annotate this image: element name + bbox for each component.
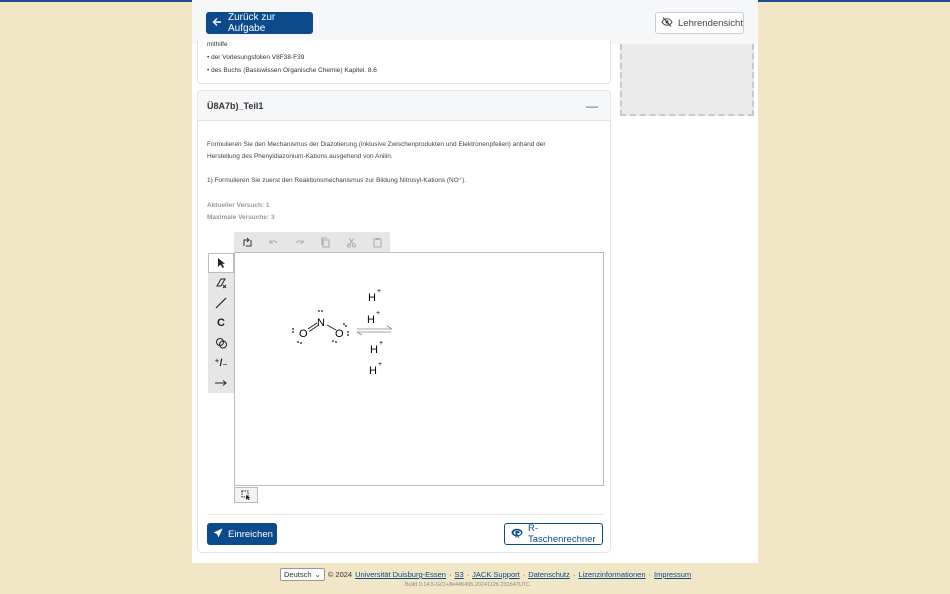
atom-hydrogen-4[interactable]: H [369, 365, 377, 377]
charge-plus-minus-icon[interactable]: ⁺/₋ [214, 357, 228, 369]
build-info: Build 0.14.5-GCI+8e445495.20241126.231547UTC [405, 582, 531, 588]
paste-icon[interactable] [364, 232, 390, 252]
support-link[interactable]: JACK Support [472, 570, 520, 579]
separator: · [466, 570, 470, 579]
header-bar [192, 0, 758, 44]
cut-icon[interactable] [338, 232, 364, 252]
charge-plus-1: + [377, 288, 382, 295]
bond-icon[interactable] [208, 293, 234, 313]
separator: · [572, 570, 576, 579]
max-attempts: Maximale Versuche: 3 [207, 214, 275, 221]
privacy-link[interactable]: Datenschutz [528, 570, 570, 579]
reaction-arrow-icon[interactable] [208, 373, 234, 393]
instructions-line-3: • des Buchs (Basiswissen Organische Chemie) Kapitel. 8.6 [207, 67, 377, 74]
select-arrow-icon[interactable] [208, 253, 234, 273]
zoom-select-button[interactable] [234, 487, 258, 503]
university-link[interactable]: Universität Duisburg-Essen [355, 570, 446, 579]
main-panel [192, 0, 758, 563]
charge-plus-2: + [376, 310, 381, 317]
copy-icon[interactable] [312, 232, 338, 252]
back-to-task-button[interactable] [206, 12, 313, 34]
paper-plane-icon [213, 528, 223, 541]
task-card [197, 90, 611, 553]
bond-o1-n-a [308, 323, 317, 329]
instructions-line-1: mithilfe [207, 41, 228, 48]
action-divider [207, 514, 603, 515]
atom-oxygen-1[interactable]: O [299, 328, 308, 340]
template-tool-icon[interactable] [234, 232, 260, 252]
instructions-line-2: • der Vorlesungsfolien V8F38-F39 [207, 54, 305, 61]
submit-label: Einreichen [228, 528, 273, 540]
eye-slash-icon [661, 17, 673, 30]
collapse-icon[interactable]: — [586, 98, 598, 113]
footer [0, 566, 950, 594]
r-logo-icon [511, 528, 523, 541]
separator: · [522, 570, 526, 579]
charge-plus-3: + [379, 340, 384, 347]
equilibrium-arrow-heads [357, 326, 392, 335]
imprint-link[interactable]: Impressum [654, 570, 692, 579]
teacher-view-button[interactable] [655, 12, 744, 34]
molecule-editor-canvas[interactable] [234, 252, 604, 486]
language-value: Deutsch [284, 570, 312, 579]
molecule-drawing [235, 253, 605, 487]
atom-hydrogen-3[interactable]: H [370, 344, 378, 356]
charge-plus-4: + [378, 361, 383, 368]
instructions-card [197, 40, 611, 84]
editor-left-toolbar [208, 253, 234, 393]
ring-icon[interactable] [208, 333, 234, 353]
language-select[interactable] [280, 568, 325, 581]
r-calculator-button[interactable] [504, 523, 603, 545]
editor-top-toolbar [234, 232, 390, 252]
question-line-1: Formulieren Sie den Mechanismus der Diazotierung (inklusive Zwischenprodukten und Elektronenpfeilen) anhand der [207, 141, 546, 148]
question-line-2: Herstellung des Phenyldiazonium-Kations ausgehend von Anilin. [207, 153, 393, 160]
eraser-icon[interactable] [208, 273, 234, 293]
task-title: Ü8A7b)_Teil1 [207, 100, 264, 111]
carbon-atom-icon[interactable]: C [217, 317, 225, 329]
separator: · [448, 570, 452, 579]
atom-hydrogen-1[interactable]: H [368, 292, 376, 304]
s3-link[interactable]: S3 [454, 570, 464, 579]
chevron-down-icon: ⌄ [314, 570, 321, 579]
calc-label: R-Taschenrechner [528, 523, 596, 545]
teacher-label: Lehrendensicht [678, 17, 743, 29]
atom-hydrogen-2[interactable]: H [367, 314, 375, 326]
redo-icon[interactable] [286, 232, 312, 252]
back-label: Zurück zur Aufgabe [228, 12, 276, 34]
separator: · [648, 570, 652, 579]
undo-icon[interactable] [260, 232, 286, 252]
submit-button[interactable] [207, 523, 277, 545]
sub-question: 1) Formulieren Sie zuerst den Reaktionsmechanismus zur Bildung Nitrosyl-Kations (NO⁺). [207, 177, 467, 184]
atom-nitrogen[interactable]: N [317, 317, 325, 329]
drop-zone-placeholder [620, 44, 754, 116]
arrow-left-icon [212, 17, 222, 30]
atom-oxygen-2[interactable]: O [335, 328, 344, 340]
task-card-header[interactable] [198, 91, 610, 121]
copyright: © 2024 [327, 570, 353, 579]
licenses-link[interactable]: Lizenzinformationen [578, 570, 646, 579]
current-attempt: Aktueller Versuch: 1 [207, 202, 270, 209]
